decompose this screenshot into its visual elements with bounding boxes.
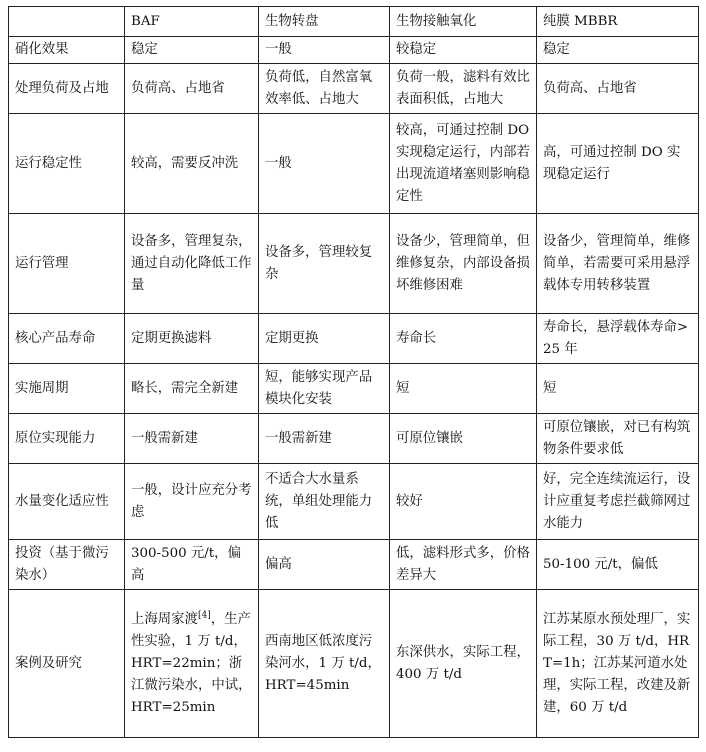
reference-link[interactable]: [4] (197, 610, 211, 621)
table-cell: 负荷高、占地省 (537, 64, 699, 114)
table-cell: 短 (390, 364, 537, 414)
row-label: 原位实现能力 (9, 414, 125, 464)
row-label: 运行管理 (9, 214, 125, 314)
table-cell: 一般需新建 (259, 414, 390, 464)
table-cell: 50-100 元/t，偏低 (537, 540, 699, 590)
table-row (9, 464, 699, 540)
table-cell: 一般，设计应充分考虑 (125, 464, 259, 540)
table-cell: 较高，需要反冲洗 (125, 114, 259, 214)
table-cell: 寿命长 (390, 314, 537, 364)
table-cell: 寿命长，悬浮载体寿命>25 年 (537, 314, 699, 364)
table-cell: 短 (537, 364, 699, 414)
table-row (9, 214, 699, 314)
row-label: 案例及研究 (9, 590, 125, 738)
row-label: 实施周期 (9, 364, 125, 414)
table-cell: 稳定 (125, 37, 259, 64)
row-label: 硝化效果 (9, 37, 125, 64)
header-cell-corner (9, 7, 125, 37)
table-cell: 定期更换 (259, 314, 390, 364)
header-row (9, 7, 699, 37)
table-row (9, 414, 699, 464)
table-cell: 一般需新建 (125, 414, 259, 464)
table-cell: 偏高 (259, 540, 390, 590)
comparison-table (8, 6, 699, 738)
table-cell: 设备多，管理较复杂 (259, 214, 390, 314)
table-row (9, 64, 699, 114)
table-row (9, 314, 699, 364)
table-cell: 负荷一般，滤料有效比表面积低，占地大 (390, 64, 537, 114)
table-cell: 好，完全连续流运行，设计应重复考虑拦截筛网过水能力 (537, 464, 699, 540)
table-cell: 设备少，管理简单，维修简单，若需要可采用悬浮载体专用转移装置 (537, 214, 699, 314)
table-cell: 不适合大水量系统，单组处理能力低 (259, 464, 390, 540)
header-cell-baf: BAF (125, 7, 259, 37)
table-cell: 略长，需完全新建 (125, 364, 259, 414)
case-text: 上海周家渡 (131, 611, 198, 627)
header-cell-mbbr: 纯膜 MBBR (537, 7, 699, 37)
table-cell: 短，能够实现产品模块化安装 (259, 364, 390, 414)
row-label: 投资（基于微污染水） (9, 540, 125, 590)
table-cell: 稳定 (537, 37, 699, 64)
row-label: 核心产品寿命 (9, 314, 125, 364)
table-cell: 设备多，管理复杂，通过自动化降低工作量 (125, 214, 259, 314)
table-cell: 东深供水，实际工程，400 万 t/d (390, 590, 537, 738)
table-row (9, 37, 699, 64)
header-cell-contact-oxidation: 生物接触氧化 (390, 7, 537, 37)
table-cell: 可原位镶嵌，对已有构筑物条件要求低 (537, 414, 699, 464)
table-cell: 低，滤料形式多，价格差异大 (390, 540, 537, 590)
table-cell: 负荷高、占地省 (125, 64, 259, 114)
table-cell: 可原位镶嵌 (390, 414, 537, 464)
row-label: 运行稳定性 (9, 114, 125, 214)
row-label: 水量变化适应性 (9, 464, 125, 540)
table-row-cases (9, 590, 699, 738)
table-cell: 负荷低，自然富氧效率低、占地大 (259, 64, 390, 114)
table-cell: 西南地区低浓度污染河水，1 万 t/d，HRT=45min (259, 590, 390, 738)
row-label: 处理负荷及占地 (9, 64, 125, 114)
table-cell: 定期更换滤料 (125, 314, 259, 364)
table-cell: 较高，可通过控制 DO 实现稳定运行，内部若出现流道堵塞则影响稳定性 (390, 114, 537, 214)
case-text: ，生产性实验，1 万 t/d，HRT=22min；浙江微污染水，中试，HRT=25min (131, 611, 252, 715)
table-cell: 江苏某原水预处理厂，实际工程，30 万 t/d，HRT=1h；江苏某河道水处理，实际工程，改建及新建，60 万 t/d (537, 590, 699, 738)
table-cell: 较稳定 (390, 37, 537, 64)
table-cell: 300-500 元/t，偏高 (125, 540, 259, 590)
table-cell (125, 590, 259, 738)
table-cell: 高，可通过控制 DO 实现稳定运行 (537, 114, 699, 214)
table-cell: 一般 (259, 114, 390, 214)
table-cell: 设备少，管理简单，但维修复杂，内部设备损坏维修困难 (390, 214, 537, 314)
table-cell: 较好 (390, 464, 537, 540)
table-row (9, 364, 699, 414)
header-cell-rotating-disc: 生物转盘 (259, 7, 390, 37)
table-cell: 一般 (259, 37, 390, 64)
table-row (9, 540, 699, 590)
table-row (9, 114, 699, 214)
